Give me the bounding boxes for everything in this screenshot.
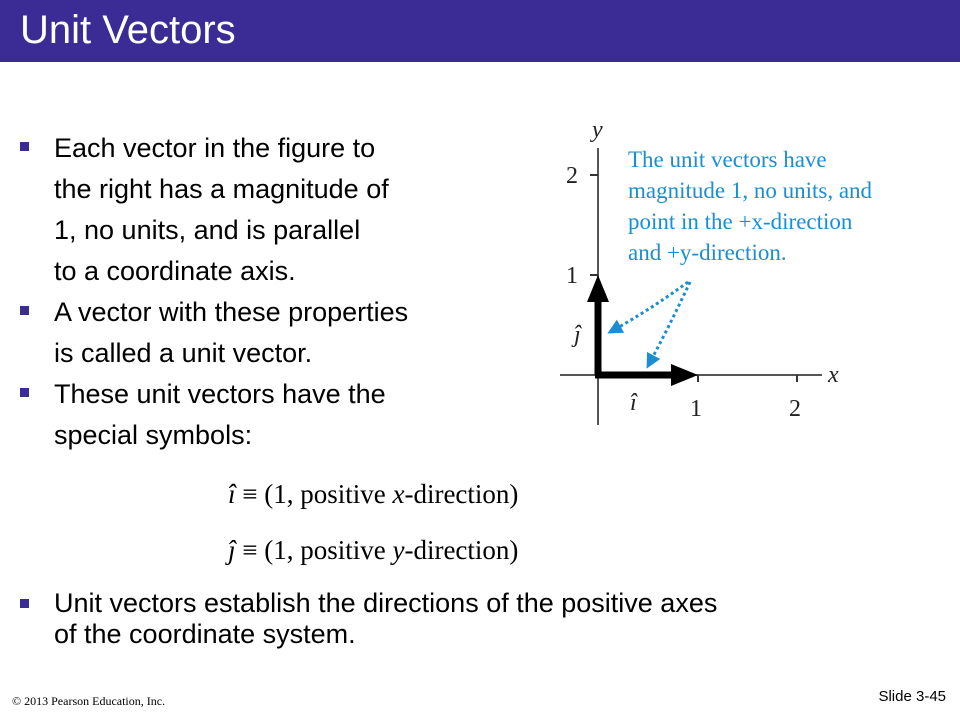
diagram-callout: The unit vectors have magnitude 1, no units, and point in the +x-direction and +y-direction. (628, 147, 873, 265)
i-hat-label: î (630, 390, 637, 416)
slide-title: Unit Vectors (20, 8, 236, 52)
definition-text: -direction) (404, 479, 519, 509)
square-bullet-icon (20, 599, 29, 608)
bullet-list (18, 128, 518, 456)
bullet-text: A vector with these properties is called a unit vector. (54, 297, 409, 368)
j-hat-definition (228, 522, 518, 578)
j-hat-label: ĵ (574, 322, 581, 348)
callout-arrow (610, 282, 688, 332)
bullet-text: Unit vectors establish the directions of the positive axes of the coordinate system. (54, 588, 718, 649)
x-tick-label: 1 (690, 396, 702, 422)
definition-text: -direction) (404, 535, 519, 565)
bullet-text: These unit vectors have the special symbols: (54, 379, 386, 450)
definition-text: ≡ (1, positive (235, 535, 393, 565)
y-tick-label: 1 (566, 263, 578, 289)
x-tick-label: 2 (789, 396, 801, 422)
i-hat-definition (228, 466, 518, 522)
copyright: © 2013 Pearson Education, Inc. (12, 694, 166, 708)
bullet-item (18, 374, 518, 456)
unit-vector-definitions (228, 466, 518, 578)
j-hat-symbol: ĵ (228, 535, 236, 565)
axis-variable: x (392, 479, 405, 509)
i-hat-symbol: î (228, 479, 236, 509)
square-bullet-icon (20, 388, 29, 397)
bullet-text: Each vector in the figure to the right has a magnitude of 1, no units, and is parallel to a coordinate axis. (54, 133, 389, 286)
square-bullet-icon (20, 142, 29, 151)
y-axis-label: y (592, 117, 603, 143)
title-bar (0, 0, 960, 62)
x-axis-label: x (828, 362, 839, 388)
bullet-item (18, 292, 518, 374)
i-hat-arrowhead (671, 364, 698, 386)
callout-arrow (648, 282, 690, 366)
definition-text: ≡ (1, positive (235, 479, 393, 509)
j-hat-arrowhead (587, 275, 609, 302)
axis-variable: y (392, 535, 405, 565)
square-bullet-icon (20, 306, 29, 315)
slide-number: Slide 3-45 (878, 688, 946, 705)
y-tick-label: 2 (566, 163, 578, 189)
bullet-item (18, 588, 938, 650)
bullet-item (18, 128, 518, 292)
